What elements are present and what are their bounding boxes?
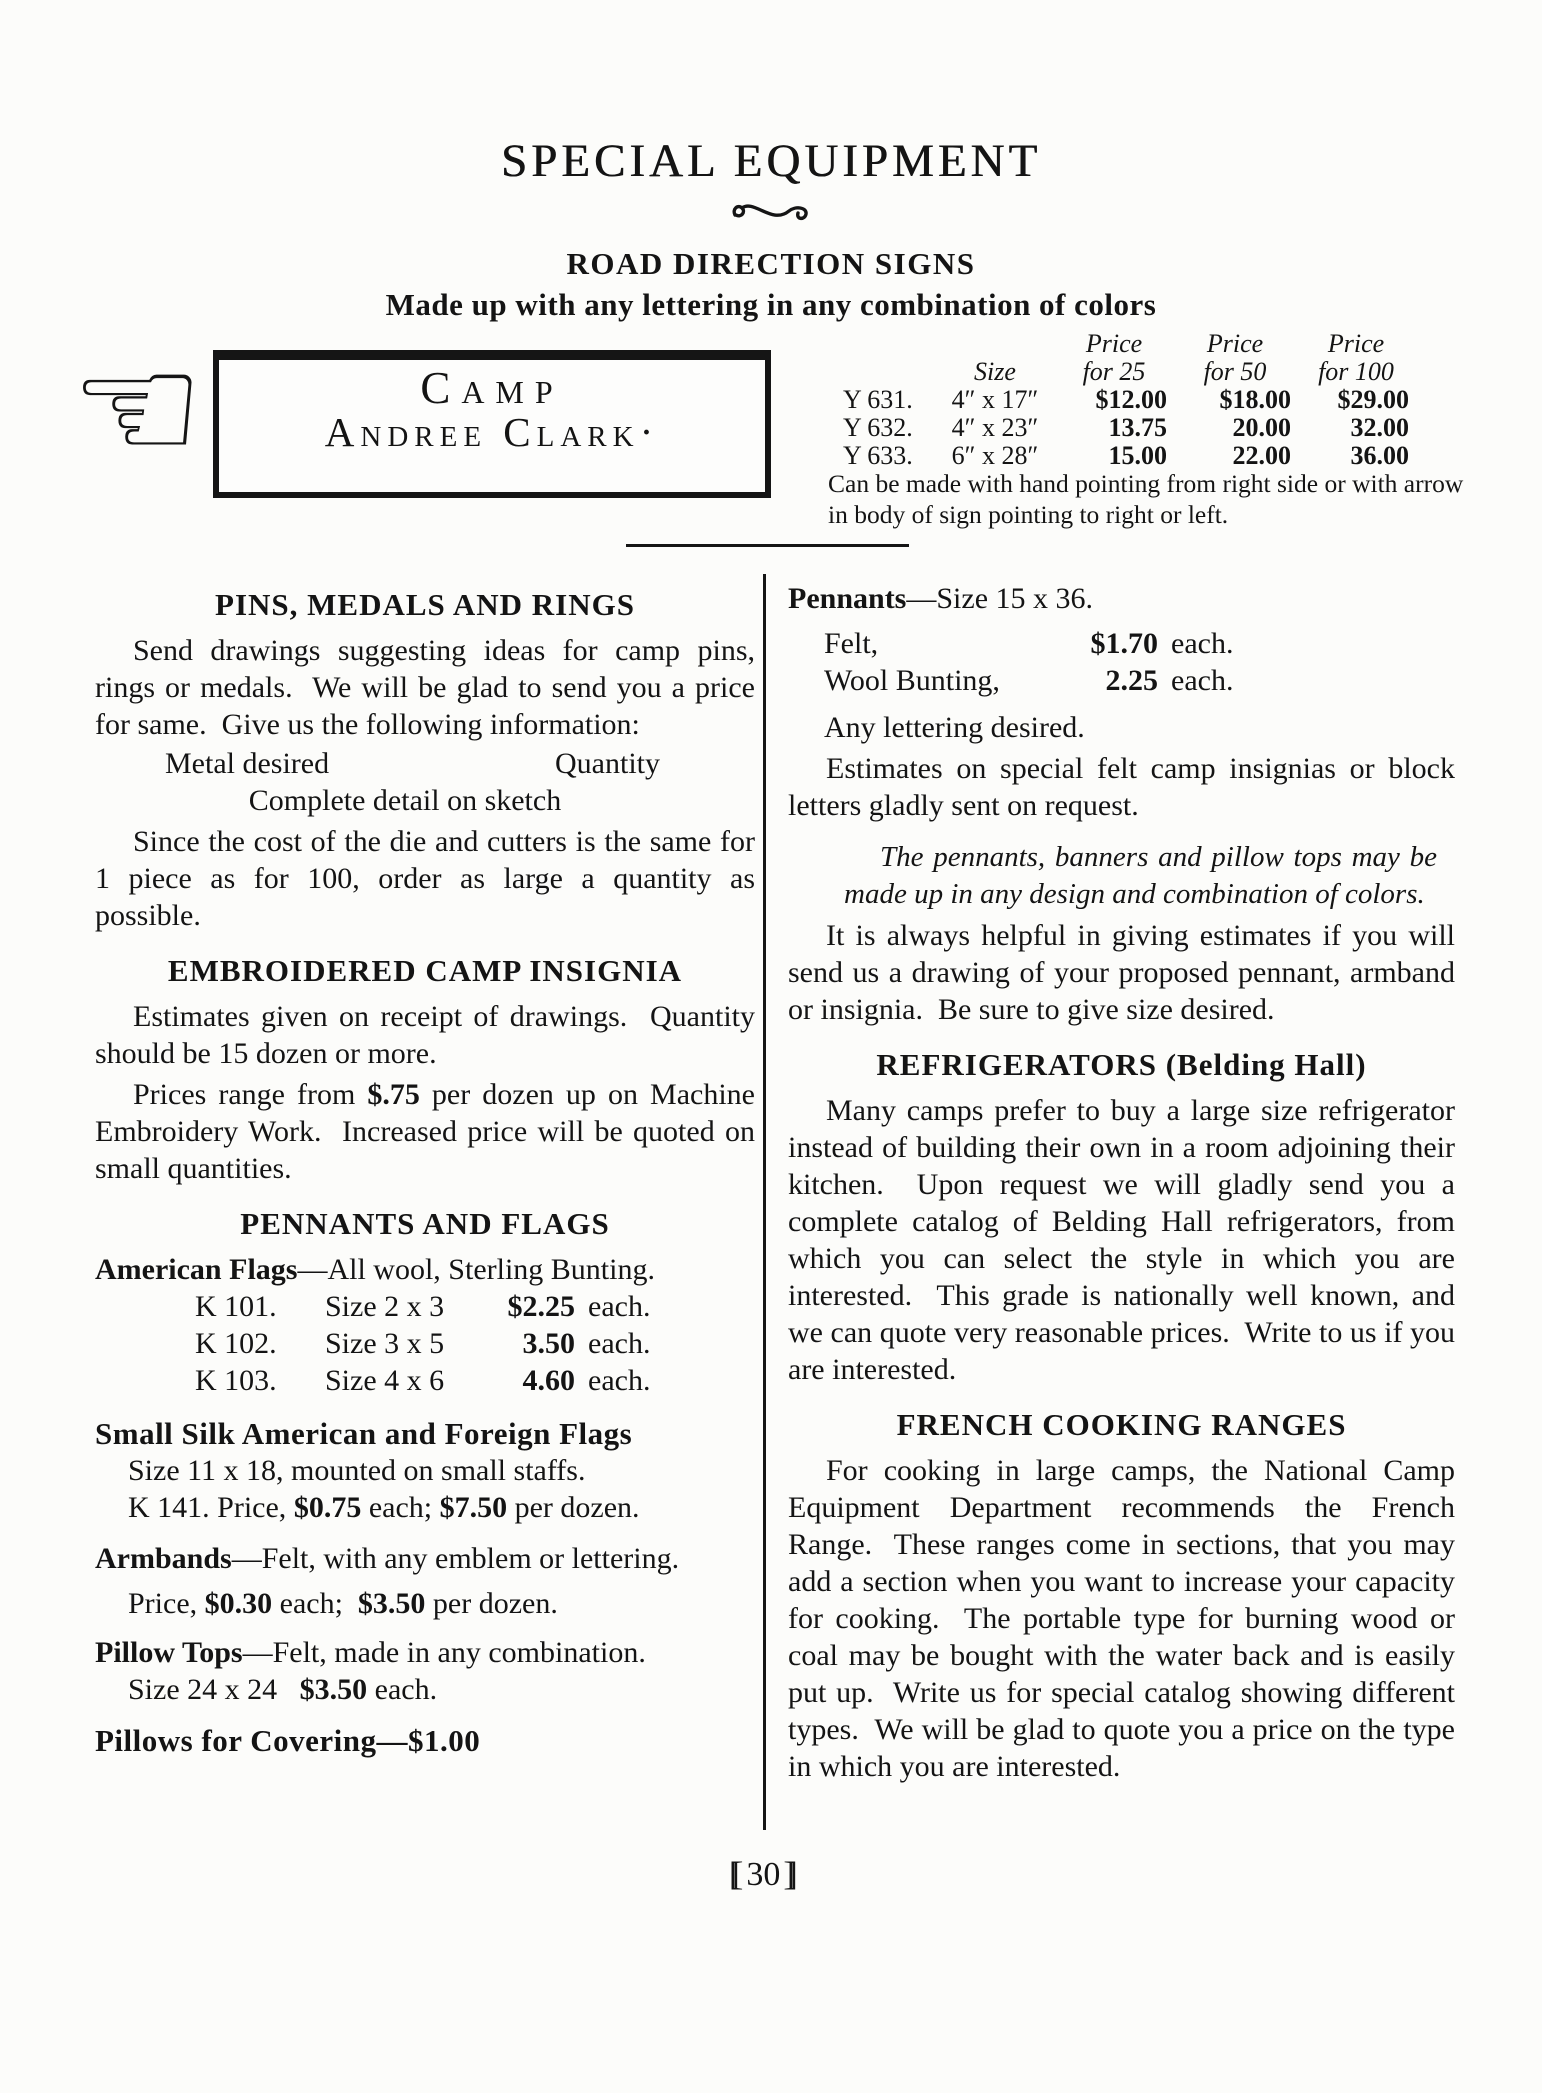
text-segment: per dozen. [425,1587,558,1620]
info-quantity: Quantity [555,747,660,780]
ranges-paragraph: For cooking in large camps, the National Camp Equipment Department recommends the French Range. These ranges come in sections, that you may add a section when you want to increase your capacity for cooking. The portable type for burning wood or coal may be bought with the water back and is easily put up. Write us for special catalog showing different types. We will be glad to quote you a price on the type in which you are interested. [788,1454,1463,1783]
entry-rest: —All wool, Sterling Bunting. [297,1253,655,1286]
flag-price-row [195,1325,755,1362]
text-segment: per dozen up on Machine Embroidery Work. Increased price will be quoted on small quantities. [95,1078,763,1185]
sign-text-line1: Camp [420,363,564,413]
entry-rest: —Felt, with any emblem or lettering. [231,1542,680,1575]
sample-sign-board [213,350,771,498]
helpful-paragraph: It is always helpful in giving estimates if you will send us a drawing of your proposed pennant, armband or insignia. Be sure to give size desired. [788,919,1463,1026]
flag-price-row [195,1362,755,1399]
item-suffix: each. [588,1364,651,1397]
table-row-size: 4″ x 17″ [951,385,1039,414]
page-number-bracket-left: [ [729,1856,741,1893]
item-price: $1.70 [1090,627,1158,660]
col-header-price-25-l1: Price [1085,329,1143,358]
text-segment: per dozen. [507,1491,640,1524]
price-value: $7.50 [439,1491,508,1524]
text-segment: each; [272,1587,358,1620]
heading-small-silk-flags: Small Silk American and Foreign Flags [95,1416,633,1451]
estimates-paragraph: Estimates on special felt camp insignias or block letters gladly sent on request. [788,752,1463,822]
entry-lead: American Flags [95,1253,298,1286]
insignia-prices-paragraph [95,1076,763,1187]
info-metal-desired: Metal desired [165,747,330,780]
item-price: 3.50 [522,1327,575,1360]
pillow-tops-entry [95,1634,755,1671]
table-row-price100: 36.00 [1350,441,1409,470]
text-segment: Size 24 x 24 [128,1673,300,1706]
item-code: K 103. [195,1364,277,1397]
heading-refrigerators: REFRIGERATORS (Belding Hall) [876,1047,1367,1082]
item-price: 2.25 [1105,664,1158,697]
pointing-hand-icon: ☜ [70,322,205,496]
col-header-price-50-l1: Price [1206,329,1264,358]
table-row-price100: $29.00 [1337,385,1409,414]
pillows-for-covering-line: Pillows for Covering—$1.00 [95,1723,481,1758]
table-row-code: Y 633. [843,441,913,470]
entry-rest: —Size 15 x 36. [906,582,1094,615]
pennants-italic-note: The pennants, banners and pillow tops may be made up in any design and combination of colors. [844,841,1445,910]
table-spacer [843,330,935,357]
item-size: Size 3 x 5 [325,1327,445,1360]
section-divider-rule [626,544,909,547]
table-spacer [935,330,1055,357]
col-header-price-50-l2: for 50 [1203,357,1267,386]
item-size: Size 2 x 3 [325,1290,445,1323]
table-row-price100: 32.00 [1350,413,1409,442]
pillow-size-line [128,1671,755,1708]
flag-price-row [195,1288,755,1325]
entry-lead: Pillow Tops [95,1636,243,1669]
price-value: $3.50 [357,1587,426,1620]
right-column [788,578,1463,1785]
item-suffix: each. [1171,627,1234,660]
american-flags-entry [95,1251,755,1288]
silk-price-line [128,1489,755,1526]
table-row-size: 6″ x 28″ [951,441,1039,470]
section-heading-road-signs: ROAD DIRECTION SIGNS [566,246,976,281]
lettering-line: Any lettering desired. [824,711,1085,744]
text-segment: each; [361,1491,440,1524]
pins-paragraph: Send drawings suggesting ideas for camp pins, rings or medals. We will be glad to send you a price for same. Give us the following information: [95,634,763,741]
entry-lead: Armbands [95,1542,232,1575]
armbands-price-line [128,1585,755,1622]
item-code: K 101. [195,1290,277,1323]
price-value: $3.50 [299,1673,368,1706]
col-header-price-100-l1: Price [1327,329,1385,358]
item-code: K 102. [195,1327,277,1360]
col-header-size: Size [974,357,1016,386]
price-value: $0.30 [204,1587,273,1620]
scroll-ornament-icon [0,198,1542,231]
heading-pennants-and-flags: PENNANTS AND FLAGS [240,1206,610,1241]
pennants-entry [788,580,1455,617]
item-suffix: each. [588,1290,651,1323]
pennant-price-row [824,625,1455,662]
item-price: 4.60 [522,1364,575,1397]
col-header-price-25-l2: for 25 [1082,357,1146,386]
pennant-price-row [824,662,1455,699]
material-label: Felt, [824,627,879,660]
insignia-estimates-paragraph: Estimates given on receipt of drawings. Quantity should be 15 dozen or more. [95,1000,763,1070]
table-row-price25: $12.00 [1095,385,1167,414]
heading-embroidered-insignia: EMBROIDERED CAMP INSIGNIA [167,953,683,988]
price-table-note: Can be made with hand pointing from right side or with arrow in body of sign pointing to right or left. [828,469,1464,529]
item-price: $2.25 [507,1290,575,1323]
table-row-price25: 15.00 [1108,441,1167,470]
silk-size-line: Size 11 x 18, mounted on small staffs. [128,1454,586,1487]
sign-text-line2: Andree Clark· [324,408,660,455]
page-number-value: 30 [746,1856,781,1893]
table-spacer [843,358,935,385]
armbands-entry [95,1540,742,1577]
price-value: $.75 [367,1078,420,1111]
table-row-code: Y 631. [843,385,913,414]
text-segment: Price, [128,1587,205,1620]
text-segment: each. [367,1673,438,1706]
col-header-price-100-l2: for 100 [1318,357,1394,386]
page-title: SPECIAL EQUIPMENT [500,135,1042,187]
refrigerators-paragraph: Many camps prefer to buy a large size refrigerator instead of building their own in a room adjoining their kitchen. Upon request we will gladly send you a complete catalog of Belding Hall refrigerators, from which you can select the style in which you are interested. This grade is nationally well known, and we can quote very reasonable prices. Write to us if you are interested. [788,1094,1463,1386]
page-number [729,1856,798,1894]
entry-lead: Pennants [788,582,907,615]
road-signs-price-table [843,330,1415,469]
table-row-price25: 13.75 [1108,413,1167,442]
table-row-price50: 20.00 [1232,413,1291,442]
item-size: Size 4 x 6 [325,1364,445,1397]
table-row-size: 4″ x 23″ [951,413,1039,442]
item-suffix: each. [1171,664,1234,697]
die-cost-paragraph: Since the cost of the die and cutters is the same for 1 piece as for 100, order as large a quantity as possible. [95,825,763,932]
item-suffix: each. [588,1327,651,1360]
info-detail-line: Complete detail on sketch [248,784,562,817]
left-column [95,578,763,1759]
text-segment: Prices range from [133,1078,368,1111]
text-segment: K 141. Price, [128,1491,294,1524]
page-number-bracket-right: ] [786,1856,798,1893]
heading-french-cooking-ranges: FRENCH COOKING RANGES [896,1407,1347,1442]
info-request-line [95,745,755,782]
material-label: Wool Bunting, [824,664,1000,697]
price-value: $0.75 [293,1491,362,1524]
entry-rest: —Felt, made in any combination. [242,1636,646,1669]
table-row-code: Y 632. [843,413,913,442]
heading-pins-medals-rings: PINS, MEDALS AND RINGS [215,587,635,622]
table-row-price50: 22.00 [1232,441,1291,470]
table-row-price50: $18.00 [1219,385,1291,414]
column-divider-rule [763,574,766,1830]
road-signs-subheading: Made up with any lettering in any combination of colors [385,287,1157,322]
